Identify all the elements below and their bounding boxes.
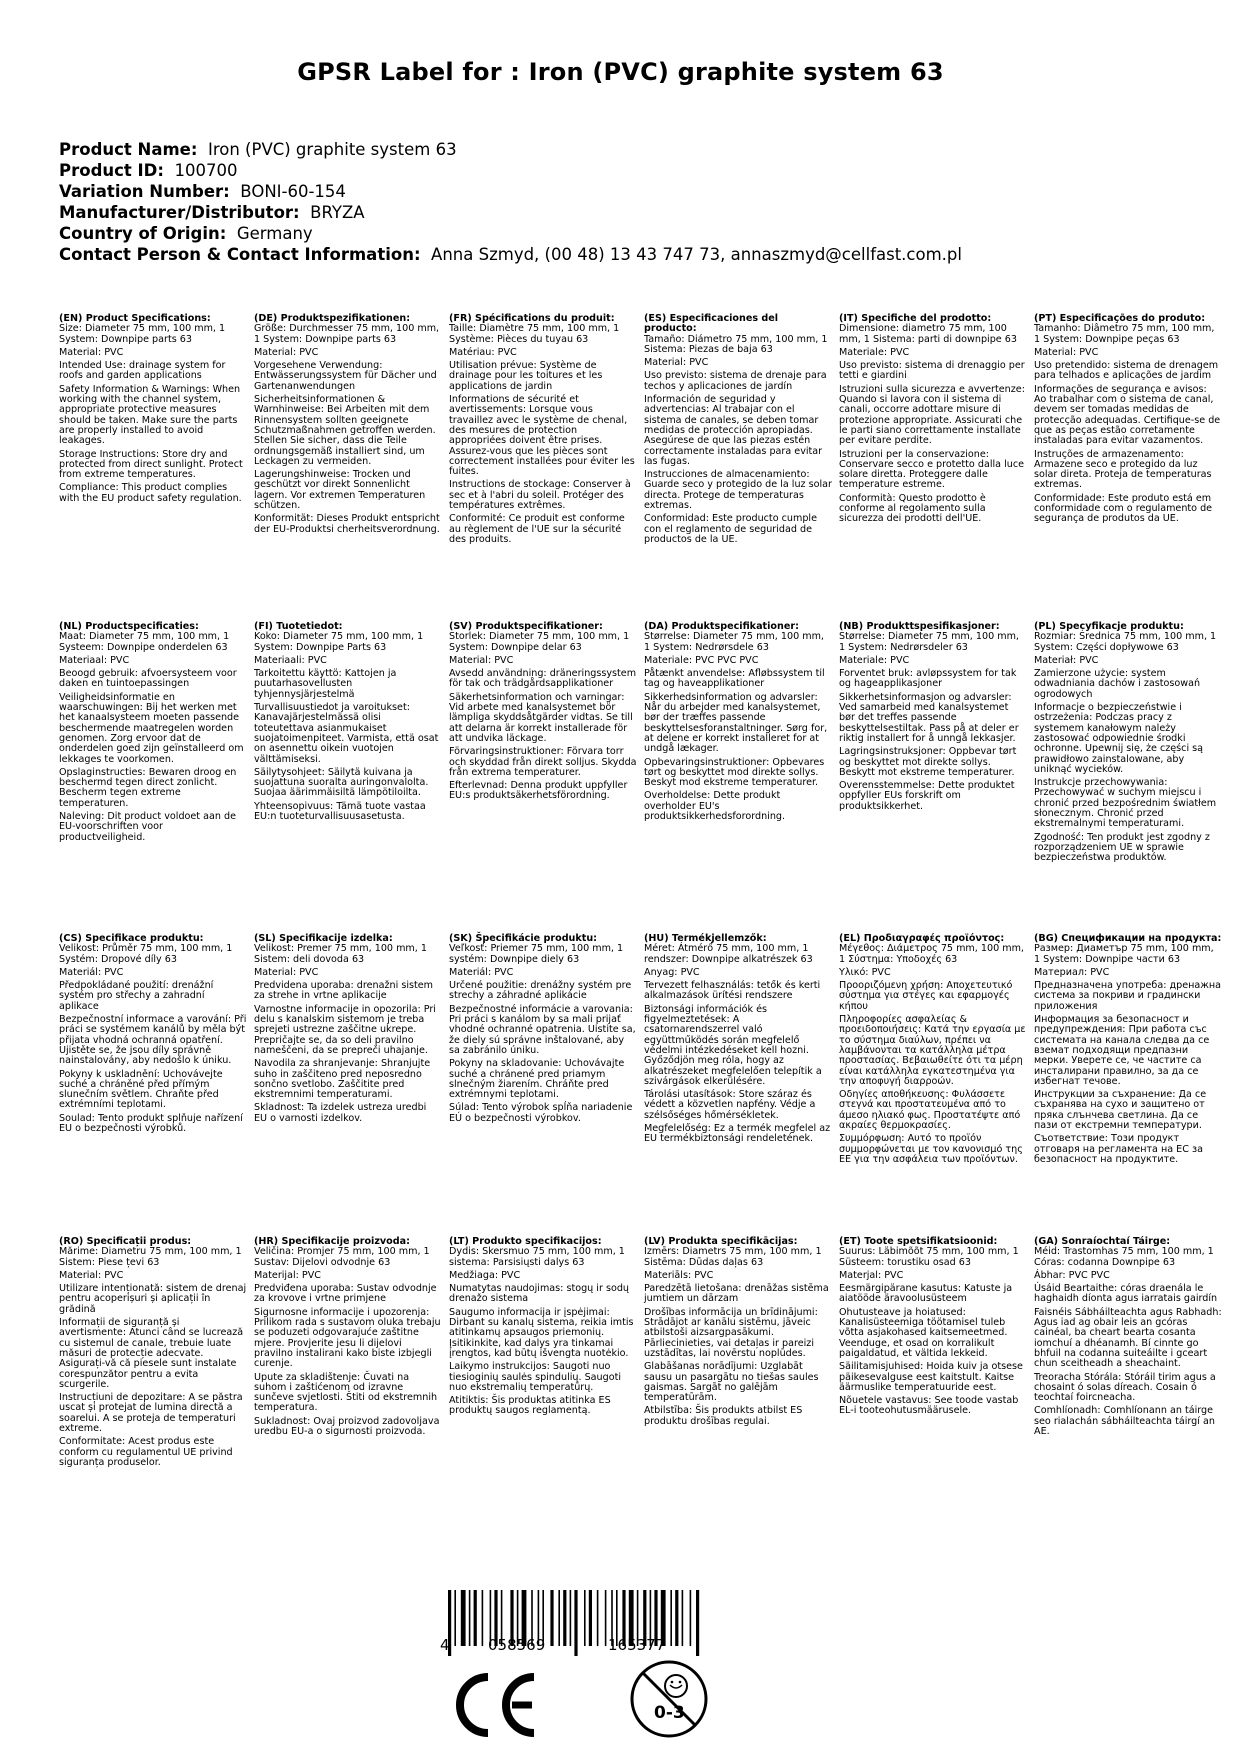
spec-block-paragraph: Instruções de armazenamento: Armazene seco e protegido da luz solar direta. Proteja de temperaturas extremas. xyxy=(1034,448,1212,491)
info-value: BONI-60-154 xyxy=(240,182,346,201)
spec-block-size: Veľkosť: Priemer 75 mm, 100 mm, 1 systém: Downpipe diely 63 xyxy=(449,943,624,965)
spec-block-size: Veličina: Promjer 75 mm, 100 mm, 1 Sustav: Dijelovi odvodnje 63 xyxy=(254,1246,430,1268)
spec-block-paragraph: Soulad: Tento produkt splňuje nařízení EU o bezpečnosti výrobků. xyxy=(59,1112,243,1135)
spec-block-heading: (PT) Especificações do produto: xyxy=(1034,313,1206,324)
spec-block-paragraph: Informations de sécurité et avertissements: Lorsque vous travaillez avec le système de chenal, des mesures de protection appropriées doivent être prises. Assurez-vous que les pièces sont correctement installées pour éviter les fuites. xyxy=(449,394,635,478)
spec-block-heading: (NL) Productspecificaties: xyxy=(59,621,199,632)
spec-block-paragraph: Materiaali: PVC xyxy=(254,654,327,666)
info-label: Manufacturer/Distributor: xyxy=(59,203,300,222)
spec-block-size: Размер: Диаметър 75 mm, 100 mm, 1 System: Downpipe части 63 xyxy=(1034,943,1214,965)
spec-block-paragraph: Intended Use: drainage system for roofs and garden applications xyxy=(59,360,226,382)
spec-block-paragraph: Compliance: This product complies with the EU product safety regulation. xyxy=(59,482,242,504)
spec-block-paragraph: Eesmärgipärane kasutus: Katuste ja aiatööde äravoolusüsteem xyxy=(839,1283,1013,1305)
spec-block-paragraph: Predviđena uporaba: Sustav odvodnje za krovove i vrtne primjene xyxy=(254,1283,437,1305)
spec-block-paragraph: Инструкции за съхранение: Да се съхранява на сухо и защитено от пряка слънчева светлина. Да се пази от екстремни температури. xyxy=(1034,1089,1207,1132)
info-label: Variation Number: xyxy=(59,182,230,201)
spec-block-paragraph: Materijal: PVC xyxy=(254,1269,321,1281)
spec-block-paragraph: Istruzioni per la conservazione: Conservare secco e protetto dalla luce solare diretta. Proteggere dalle temperature estreme. xyxy=(839,448,1025,491)
spec-block-paragraph: Paredzētā lietošana: drenāžas sistēma jumtiem un dārzam xyxy=(644,1283,829,1305)
spec-block-paragraph: Instrucciones de almacenamiento: Guarde seco y protegido de la luz solar directa. Protege de temperaturas extremas. xyxy=(644,469,832,512)
spec-block-size: Maat: Diameter 75 mm, 100 mm, 1 Systeem: Downpipe onderdelen 63 xyxy=(59,631,230,653)
spec-block-paragraph: Turvallisuustiedot ja varoitukset: Kanavajärjestelmässä olisi toteutettava asianmukaiset suojatoimenpiteet. Varmista, että osat on asennettu oikein vuotojen välttämiseksi. xyxy=(254,702,439,765)
spec-block-size: Velikost: Premer 75 mm, 100 mm, 1 Sistem: deli dovoda 63 xyxy=(254,943,427,965)
spec-block xyxy=(1034,622,1222,867)
spec-block-heading: (LT) Produkto specifikacijos: xyxy=(449,1236,602,1247)
info-label: Contact Person & Contact Information: xyxy=(59,245,421,264)
spec-block-paragraph: Информация за безопасност и предупреждения: При работа със системата на канала следва да се вземат подходящи предпазни мерки. Уверете се, че частите са инсталирани правилно, за да се избегнат течове. xyxy=(1034,1014,1210,1087)
product-info xyxy=(59,139,1189,265)
spec-block-paragraph: Nõuetele vastavus: See toode vastab EL-i tooteohutusmäärusele. xyxy=(839,1395,1019,1417)
barcode-bar xyxy=(605,1590,607,1646)
spec-block-paragraph: Comhlíonadh: Comhlíonann an táirge seo rialachán sábháilteachta táirgí an AE. xyxy=(1034,1405,1215,1438)
barcode-bar xyxy=(550,1590,553,1646)
spec-block-paragraph: Varnostne informacije in opozorila: Pri delu s kanalskim sistemom je treba sprejeti ustrezne zaščitne ukrepe. Prepričajte se, da so deli pravilno nameščeni, da se prepreči uhajanje. xyxy=(254,1003,436,1056)
spec-block-paragraph: Påtænkt anvendelse: Afløbssystem til tag og haveapplikationer xyxy=(644,668,825,690)
spec-block-paragraph: Instructions de stockage: Conserver à sec et à l'abri du soleil. Protéger des températures extrêmes. xyxy=(449,479,631,512)
spec-block-heading: (DE) Produktspezifikationen: xyxy=(254,313,411,324)
page-title: GPSR Label for : Iron (PVC) graphite system 63 xyxy=(297,58,944,86)
spec-block-paragraph: Materiale: PVC PVC PVC xyxy=(644,654,759,666)
spec-block xyxy=(59,934,247,1137)
spec-block-size: Méid: Trastomhas 75 mm, 100 mm, 1 Córas: codanna Downpipe 63 xyxy=(1034,1246,1214,1268)
spec-block-paragraph: Storage Instructions: Store dry and protected from direct sunlight. Protect from extreme temperatures. xyxy=(59,448,243,481)
spec-block-paragraph: Předpokládané použití: drenážní systém pro střechy a zahradní aplikace xyxy=(59,980,214,1012)
barcode-bar xyxy=(690,1590,692,1646)
spec-block-paragraph: Material: PVC xyxy=(254,966,319,978)
spec-block-paragraph: Uso pretendido: sistema de drenagem para telhados e aplicações de jardim xyxy=(1034,360,1219,382)
spec-block-heading: (FR) Spécifications du produit: xyxy=(449,313,615,324)
spec-block-paragraph: Uso previsto: sistema di drenaggio per tetti e giardini xyxy=(839,360,1025,382)
spec-block-size: Μέγεθος: Διάμετρος 75 mm, 100 mm, 1 Σύστημα: Υποδοχές 63 xyxy=(839,943,1024,965)
spec-block-paragraph: Material: PVC xyxy=(449,654,514,666)
ce-mark-icon xyxy=(450,1673,540,1737)
spec-block-heading: (FI) Tuotetiedot: xyxy=(254,621,343,632)
spec-block-paragraph: Materjal: PVC xyxy=(839,1269,904,1281)
spec-block xyxy=(1034,934,1222,1168)
spec-block xyxy=(254,934,442,1127)
spec-block-paragraph: Vorgesehene Verwendung: Entwässerungssystem für Dächer und Gartenanwendungen xyxy=(254,360,437,392)
barcode-bar xyxy=(574,1590,577,1656)
barcode-bar xyxy=(696,1590,699,1656)
spec-block-paragraph: Conformidad: Este producto cumple con el reglamento de seguridad de productos de la UE. xyxy=(644,513,817,545)
spec-block-paragraph: Predvidena uporaba: drenažni sistem za strehe in vrtne aplikacije xyxy=(254,980,433,1002)
spec-block-paragraph: Matériau: PVC xyxy=(449,346,517,358)
spec-block-paragraph: Υλικό: PVC xyxy=(839,966,891,978)
spec-block-paragraph: Materiāls: PVC xyxy=(644,1269,714,1281)
spec-block-paragraph: Úsáid Beartaithe: córas draenála le haghaidh díonta agus iarratais gairdín xyxy=(1034,1283,1218,1305)
spec-block-size: Taille: Diamètre 75 mm, 100 mm, 1 Système: Pièces du tuyau 63 xyxy=(449,323,620,345)
spec-block xyxy=(449,314,637,548)
spec-block xyxy=(839,1237,1027,1420)
spec-block-paragraph: Materiál: PVC xyxy=(449,966,514,978)
spec-block-paragraph: Lagerungshinweise: Trocken und geschützt vor direkt Sonnenlicht lagern. Vor extremen Temperaturen schützen. xyxy=(254,469,426,512)
spec-block-size: Tamanho: Diâmetro 75 mm, 100 mm, 1 System: Downpipe peças 63 xyxy=(1034,323,1215,345)
spec-block-heading: (PL) Specyfikacje produktu: xyxy=(1034,621,1184,632)
barcode-bar xyxy=(558,1590,560,1646)
spec-block-size: Rozmiar: Średnica 75 mm, 100 mm, 1 System: Części dopływowe 63 xyxy=(1034,631,1217,653)
spec-block-paragraph: Medžiaga: PVC xyxy=(449,1269,521,1281)
spec-block xyxy=(254,622,442,825)
spec-block-paragraph: Anyag: PVC xyxy=(644,966,700,978)
spec-block-paragraph: Veiligheidsinformatie en waarschuwingen: Bij het werken met het kanaalsysteem moeten passende beschermende maatregelen worden genomen. Zorg ervoor dat de onderdelen goed zijn geïnstalleerd om lekkages te voorkomen. xyxy=(59,691,244,765)
spec-block-heading: (DA) Produktspecifikationer: xyxy=(644,621,799,632)
age-label: 0-3 xyxy=(654,1703,685,1723)
spec-block xyxy=(644,314,832,548)
spec-block-paragraph: Sukladnost: Ovaj proizvod zadovoljava uredbu EU-a o sigurnosti proizvoda. xyxy=(254,1415,440,1438)
spec-block-paragraph: Materiale: PVC xyxy=(839,346,910,358)
spec-block-paragraph: Faisnéis Sábháilteachta agus Rabhadh: Agus iad ag obair leis an gcóras cainéal, ba cheart bearta cosanta iomchuí a dhéanamh. Bí cinnte go bhfuil na codanna suiteáilte i gceart chun sceitheadh a sheachaint. xyxy=(1034,1306,1222,1370)
spec-block-paragraph: Informații de siguranță și avertismente: Atunci când se lucrează cu sistemul de canale, trebuie luate măsuri de protecție adecvate. Asigurați-vă că piesele sunt instalate corespunzător pentru a evita scurgerile. xyxy=(59,1317,244,1390)
spec-block-paragraph: Material: PVC xyxy=(1034,346,1099,358)
spec-block-paragraph: Conformitate: Acest produs este conform cu regulamentul UE privind siguranța produselor. xyxy=(59,1436,233,1468)
barcode-digits-left: 058569 xyxy=(488,1636,546,1654)
spec-block-paragraph: Οδηγίες αποθήκευσης: Φυλάσσετε στεγνά και προστατευμένα από το άμεσο ηλιακό φως. Προστατέψτε από ακραίες θερμοκρασίες. xyxy=(839,1089,1021,1132)
spec-block-paragraph: Material: PVC xyxy=(59,1269,124,1281)
spec-block xyxy=(449,1237,637,1420)
spec-block-paragraph: Bezpečnostné informácie a varovania: Pri práci s kanálom by sa mali prijať vhodné ochranné opatrenia. Uistite sa, že diely sú správne inštalované, aby sa zabránilo úniku. xyxy=(449,1003,636,1056)
spec-block-heading: (EL) Προδιαγραφές προϊόντος: xyxy=(839,933,1005,944)
info-value: Anna Szmyd, (00 48) 13 43 747 73, annaszmyd@cellfast.com.pl xyxy=(431,245,962,264)
spec-block-size: Tamaño: Diámetro 75 mm, 100 mm, 1 Sistema: Piezas de baja 63 xyxy=(644,333,828,355)
spec-block-paragraph: Материал: PVC xyxy=(1034,966,1110,978)
spec-block-paragraph: Conformità: Questo prodotto è conforme al regolamento sulla sicurezza dei prodotti dell'UE. xyxy=(839,492,986,525)
spec-block-paragraph: Conformidade: Este produto está em conformidade com o regulamento de segurança de produtos da UE. xyxy=(1034,492,1213,525)
spec-block-heading: (ES) Especificaciones del producto: xyxy=(644,313,779,335)
spec-block-paragraph: Istruzioni sulla sicurezza e avvertenze: Quando si lavora con il sistema di canali, occorre adottare misure di protezione appropriate. Assicurati che le parti siano correttamente installate per evitare perdite. xyxy=(839,383,1025,447)
spec-block-paragraph: Información de seguridad y advertencias: Al trabajar con el sistema de canales, se deben tomar medidas de protección apropiadas. Asegúrese de que las piezas estén correctamente instaladas para evitar las fugas. xyxy=(644,394,823,467)
spec-block-paragraph: Atitiktis: Šis produktas atitinka ES produktų saugos reglamentą. xyxy=(449,1395,611,1417)
spec-block-paragraph: Avsedd användning: dräneringssystem för tak och trädgårdsapplikationer xyxy=(449,668,637,690)
spec-block-paragraph: Skladnost: Ta izdelek ustreza uredbi EU o varnosti izdelkov. xyxy=(254,1102,427,1124)
spec-block-heading: (NB) Produkttspesifikasjoner: xyxy=(839,621,1000,632)
spec-block-paragraph: Säkerhetsinformation och varningar: Vid arbete med kanalsystemet bör lämpliga skyddsåtgärder vidtas. Se till att delarna är korrekt installerade för att undvika läckage. xyxy=(449,691,633,744)
spec-block xyxy=(839,934,1027,1168)
spec-block-heading: (CS) Specifikace produktu: xyxy=(59,933,204,944)
spec-block-paragraph: Laikymo instrukcijos: Saugoti nuo tiesioginių saulės spindulių. Saugoti nuo ekstremalių temperatūrų. xyxy=(449,1361,622,1393)
spec-block-size: Größe: Durchmesser 75 mm, 100 mm, 1 System: Downpipe parts 63 xyxy=(254,323,440,345)
spec-block-paragraph: Biztonsági információk és figyelmeztetések: A csatornarendszerrel való együttműködés során megfelelő védelmi intézkedéseket kell hozni. Győződjön meg róla, hogy az alkatrészeket megfelelően telepítik a szivárgások elkerülésére. xyxy=(644,1003,822,1087)
spec-block-paragraph: Προοριζόμενη χρήση: Αποχετευτικό σύστημα για στέγες και εφαρμογές κήπου xyxy=(839,980,1013,1012)
barcode-digit-prefix: 4 xyxy=(440,1636,450,1654)
spec-block-paragraph: Utilizare intenționată: sistem de drenaj pentru acoperișuri și aplicații în grădină xyxy=(59,1283,247,1315)
spec-block-paragraph: Tervezett felhasználás: tetők és kerti alkalmazások ürítési rendszere xyxy=(644,980,821,1002)
barcode-bar xyxy=(563,1590,566,1646)
spec-block-paragraph: Overholdelse: Dette produkt overholder EU's produktsikkerhedsforordning. xyxy=(644,790,786,823)
barcode-bar xyxy=(474,1590,477,1646)
info-row xyxy=(59,160,1189,181)
spec-block-paragraph: Πληροφορίες ασφαλείας & προειδοποιήσεις: Κατά την εργασία με το σύστημα διαύλων, πρέπει να λαμβάνονται τα κατάλληλα μέτρα προστασίας. Βεβαιωθείτε ότι τα μέρη είναι κατάλληλα εγκατεστημένα για την αποφυγή διαρροών. xyxy=(839,1014,1026,1087)
spec-block-paragraph: Megfelelőség: Ez a termék megfelel az EU termékbiztonsági rendeletének. xyxy=(644,1123,831,1145)
spec-block-paragraph: Sicherheitsinformationen & Warnhinweise: Bei Arbeiten mit dem Rinnensystem sollten geeignete Schutzmaßnahmen getroffen werden. Stellen Sie sicher, dass die Teile ordnungsgemäß installiert sind, um Leckagen zu vermeiden. xyxy=(254,394,436,467)
spec-block-paragraph: Material: PVC xyxy=(254,346,319,358)
spec-block-paragraph: Konformität: Dieses Produkt entspricht der EU-Produktsi cherheitsverordnung. xyxy=(254,513,440,535)
spec-block-paragraph: Zgodność: Ten produkt jest zgodny z rozporządzeniem UE w sprawie bezpieczeństwa produktów. xyxy=(1034,831,1210,864)
spec-block-size: Størrelse: Diameter 75 mm, 100 mm, 1 System: Nedrørsdeler 63 xyxy=(839,631,1019,653)
spec-block-paragraph: Ohutusteave ja hoiatused: Kanalisüsteemiga töötamisel tuleb võtta asjakohased kaitsemeetmed. Veenduge, et osad on korralikult paigaldatud, et vältida lekkeid. xyxy=(839,1306,1008,1359)
info-value: BRYZA xyxy=(310,203,365,222)
spec-block xyxy=(59,622,247,846)
spec-block-paragraph: Pokyny na skladovanie: Uchovávajte suché a chránené pred priamym slnečným žiarením. Chráňte pred extrémnymi teplotami. xyxy=(449,1058,625,1101)
spec-block xyxy=(839,314,1027,528)
barcode-bar xyxy=(589,1590,592,1646)
spec-block-paragraph: Efterlevnad: Denna produkt uppfyller EU:s produktsäkerhetsförordning. xyxy=(449,780,628,802)
spec-block-paragraph: Opbevaringsinstruktioner: Opbevares tørt og beskyttet mod direkte sollys. Beskyt mod ekstreme temperaturer. xyxy=(644,756,825,789)
spec-block-paragraph: Conformité: Ce produit est conforme au règlement de l'UE sur la sécurité des produits. xyxy=(449,513,625,545)
barcode-bar xyxy=(584,1590,586,1646)
spec-block xyxy=(254,314,442,538)
spec-block-paragraph: Instrucțiuni de depozitare: A se păstra uscat și protejat de lumina directă a soarelui. A se proteja de temperaturi extreme. xyxy=(59,1392,243,1435)
spec-block-paragraph: Materiaal: PVC xyxy=(59,654,130,666)
spec-block-paragraph: Yhteensopivuus: Tämä tuote vastaa EU:n tuoteturvallisuusasetusta. xyxy=(254,800,426,823)
spec-block-size: Izmērs: Diametrs 75 mm, 100 mm, 1 Sistēma: Dūdas daļas 63 xyxy=(644,1246,822,1268)
spec-block-paragraph: Informacje o bezpieczeństwie i ostrzeżenia: Podczas pracy z systemem kanałowym należy zastosować odpowiednie środki ochronne. Upewnij się, że części są prawidłowo zainstalowane, aby uniknąć wycieków. xyxy=(1034,702,1204,775)
spec-block xyxy=(644,934,832,1148)
spec-block-paragraph: Ábhar: PVC PVC xyxy=(1034,1269,1110,1281)
spec-block-paragraph: Säilytysohjeet: Säilytä kuivana ja suojattuna suoralta auringonvalolta. Suojaa äärimmäisiltä lämpötiloilta. xyxy=(254,766,429,799)
spec-block-heading: (HR) Specifikacije proizvoda: xyxy=(254,1236,410,1247)
spec-block-paragraph: Beoogd gebruik: afvoersysteem voor daken en tuintoepassingen xyxy=(59,668,237,690)
barcode-bar xyxy=(682,1590,684,1646)
spec-block-size: Méret: Átmérő 75 mm, 100 mm, 1 rendszer: Downpipe alkatrészek 63 xyxy=(644,943,813,965)
spec-block-paragraph: Treoracha Stórála: Stóráil tirim agus a chosaint ó solas díreach. Cosain ó teochtaí foircneacha. xyxy=(1034,1371,1216,1404)
spec-block-paragraph: Sikkerhedsinformation og advarsler: Når du arbejder med kanalsystemet, bør der træffes passende beskyttelsesforanstaltninger. Sørg for, at delene er korrekt installeret for at undgå lækager. xyxy=(644,691,828,755)
info-row xyxy=(59,244,1189,265)
spec-block-heading: (GA) Sonraíochtaí Táirge: xyxy=(1034,1236,1171,1247)
age-warning-icon xyxy=(628,1658,710,1740)
spec-block-heading: (ET) Toote spetsifikatsioonid: xyxy=(839,1236,998,1247)
info-value: Germany xyxy=(236,224,313,243)
spec-block-paragraph: Numatytas naudojimas: stogų ir sodų drenažo sistema xyxy=(449,1283,629,1305)
barcode-bar xyxy=(675,1590,678,1646)
spec-block xyxy=(839,622,1027,815)
spec-block-size: Velikost: Průměr 75 mm, 100 mm, 1 Systém: Dropové díly 63 xyxy=(59,943,233,965)
spec-block xyxy=(644,622,832,825)
spec-block-paragraph: Tárolási utasítások: Store száraz és védett a közvetlen napfény. Védje a szélsőséges hőmérsékletek. xyxy=(644,1089,816,1121)
spec-block xyxy=(1034,314,1222,528)
spec-block xyxy=(644,1237,832,1430)
spec-block-paragraph: Sikkerhetsinformasjon og advarsler: Ved samarbeid med kanalsystemet bør det treffes passende beskyttelsestiltak. Pass på at deler er riktig installert for å unngå lekkasjer. xyxy=(839,691,1019,744)
spec-block-paragraph: Overensstemmelse: Dette produktet oppfyller EUs forskrift om produktsikkerhet. xyxy=(839,780,1015,812)
spec-block-paragraph: Bezpečnostní informace a varování: Při práci se systémem kanálů by měla být přijata vhodná ochranná opatření. Ujistěte se, že jsou díly správně nainstalovány, aby nedošlo k úniku. xyxy=(59,1014,247,1067)
spec-block-size: Mărime: Diametru 75 mm, 100 mm, 1 Sistem: Piese țevi 63 xyxy=(59,1246,242,1268)
info-row xyxy=(59,139,1189,160)
spec-block-paragraph: Sigurnosne informacije i upozorenja: Prilikom rada s sustavom oluka trebaju se poduzeti odgovarajuće zaštitne mjere. Provjerite jesu li dijelovi pravilno instalirani kako biste izbjegli curenje. xyxy=(254,1306,441,1370)
spec-block-size: Dimensione: diametro 75 mm, 100 mm, 1 Sistema: parti di downpipe 63 xyxy=(839,323,1017,345)
spec-block xyxy=(59,314,247,507)
spec-block xyxy=(59,1237,247,1471)
barcode-bar xyxy=(482,1590,484,1646)
spec-block-heading: (SK) Špecifikácie produktu: xyxy=(449,933,598,944)
info-row xyxy=(59,181,1189,202)
spec-block-paragraph: Zamierzone użycie: system odwadniania dachów i zastosowań ogrodowych xyxy=(1034,668,1201,700)
spec-block-paragraph: Material: PVC xyxy=(644,357,709,369)
spec-block-paragraph: Atbilstība: Šis produkts atbilst ES produktu drošības regulai. xyxy=(644,1405,803,1427)
spec-block-paragraph: Предназначена употреба: дренажна система за покриви и градински приложения xyxy=(1034,980,1222,1012)
info-label: Country of Origin: xyxy=(59,224,227,243)
spec-block-paragraph: Glabāšanas norādījumi: Uzglabāt sausu un pasargātu no tiešas saules gaismas. Sargāt no galējām temperatūrām. xyxy=(644,1361,819,1404)
spec-block-paragraph: Drošības informācija un brīdinājumi: Strādājot ar kanālu sistēmu, jāveic atbilstoši aizsargpasākumi. Pārliecinieties, vai detaļas ir pareizi uzstādītas, lai novērstu noplūdes. xyxy=(644,1306,818,1359)
barcode-bar xyxy=(469,1590,471,1646)
spec-block-paragraph: Súlad: Tento výrobok spĺňa nariadenie EÚ o bezpečnosti výrobkov. xyxy=(449,1102,633,1124)
spec-block-size: Størrelse: Diameter 75 mm, 100 mm, 1 System: Nedrørsdele 63 xyxy=(644,631,824,653)
info-value: 100700 xyxy=(174,161,238,180)
spec-block-size: Suurus: Läbimõõt 75 mm, 100 mm, 1 Süsteem: torustiku osad 63 xyxy=(839,1246,1019,1268)
spec-block-paragraph: Opslaginstructies: Bewaren droog en beschermd tegen direct zonlicht. Bescherm tegen extreme temperaturen. xyxy=(59,766,237,809)
spec-block xyxy=(1034,1237,1222,1440)
spec-block-paragraph: Informações de segurança e avisos: Ao trabalhar com o sistema de canal, devem ser tomadas medidas de protecção adequadas. Certifique-se de que as peças estão corretamente instaladas para evitar vazamentos. xyxy=(1034,383,1221,447)
spec-block-heading: (SV) Produktspecifikationer: xyxy=(449,621,603,632)
info-label: Product ID: xyxy=(59,161,164,180)
spec-block-paragraph: Material: PVC xyxy=(59,346,124,358)
spec-block-paragraph: Συμμόρφωση: Αυτό το προϊόν συμμορφώνεται με τον κανονισμό της ΕΕ για την ασφάλεια των προϊόντων. xyxy=(839,1133,1023,1165)
spec-block-paragraph: Förvaringsinstruktioner: Förvara torr och skyddad från direkt solljus. Skydda från extrema temperaturer. xyxy=(449,746,637,778)
spec-block-paragraph: Instrukcje przechowywania: Przechowywać w suchym miejscu i chronić przed bezpośrednim światłem słonecznym. Chronić przed ekstremalnymi temperaturami. xyxy=(1034,777,1217,830)
spec-block-paragraph: Safety Information & Warnings: When working with the channel system, appropriate protective measures should be taken. Make sure the parts are properly installed to avoid leakages. xyxy=(59,383,241,447)
spec-block-paragraph: Materiál: PVC xyxy=(59,966,124,978)
spec-block-paragraph: Säilitamisjuhised: Hoida kuiv ja otsese päikesevalguse eest kaitstult. Kaitse äärmuslike temperatuuride eest. xyxy=(839,1361,1023,1393)
spec-block-paragraph: Lagringsinstruksjoner: Oppbevar tørt og beskyttet mot direkte sollys. Beskytt mot ekstreme temperaturer. xyxy=(839,746,1017,778)
spec-block-paragraph: Materiał: PVC xyxy=(1034,654,1099,666)
spec-block xyxy=(449,622,637,805)
spec-block-size: Storlek: Diameter 75 mm, 100 mm, 1 System: Downpipe delar 63 xyxy=(449,631,630,653)
spec-block-heading: (RO) Specificații produs: xyxy=(59,1236,192,1247)
info-label: Product Name: xyxy=(59,140,198,159)
spec-block-heading: (BG) Спецификации на продукта: xyxy=(1034,933,1222,944)
info-row xyxy=(59,202,1189,223)
spec-block-size: Size: Diameter 75 mm, 100 mm, 1 System: Downpipe parts 63 xyxy=(59,323,226,345)
spec-block-heading: (IT) Specifiche del prodotto: xyxy=(839,313,992,324)
spec-block-paragraph: Určené použitie: drenážny systém pre strechy a záhradné aplikácie xyxy=(449,980,632,1002)
spec-block xyxy=(449,934,637,1127)
spec-block-paragraph: Saugumo informacija ir įspėjimai: Dirbant su kanalų sistema, reikia imtis atitinkamų apsaugos priemonių. Įsitikinkite, kad dalys yra tinkamai įrengtos, kad būtų išvengta nuotėkio. xyxy=(449,1306,634,1359)
barcode-bar xyxy=(461,1590,466,1646)
spec-block-paragraph: Pokyny k uskladnění: Uchovávejte suché a chráněné před přímým slunečním světlem. Chraňte před extrémními teplotami. xyxy=(59,1068,223,1111)
spec-block-paragraph: Utilisation prévue: Système de drainage pour les toitures et les applications de jardin xyxy=(449,360,603,392)
spec-block-paragraph: Navodila za shranjevanje: Shranjujte suho in zaščiteno pred neposredno sončno svetlobo. Zaščitite pred ekstremnimi temperaturami. xyxy=(254,1058,431,1101)
spec-block-size: Dydis: Skersmuo 75 mm, 100 mm, 1 sistema: Parsisiųsti dalys 63 xyxy=(449,1246,625,1268)
spec-block-size: Koko: Diameter 75 mm, 100 mm, 1 System: Downpipe Parts 63 xyxy=(254,631,424,653)
spec-block-heading: (HU) Termékjellemzők: xyxy=(644,933,767,944)
spec-block-paragraph: Forventet bruk: avløpssystem for tak og hageapplikasjoner xyxy=(839,668,1017,690)
spec-block-heading: (LV) Produkta specifikācijas: xyxy=(644,1236,798,1247)
spec-block-paragraph: Materiale: PVC xyxy=(839,654,910,666)
barcode-bar xyxy=(454,1590,456,1646)
barcode-digits-right: 165377 xyxy=(608,1636,666,1654)
spec-block xyxy=(254,1237,442,1440)
spec-block-paragraph: Naleving: Dit product voldoet aan de EU-voorschriften voor productveiligheid. xyxy=(59,811,236,843)
spec-block-paragraph: Upute za skladištenje: Čuvati na suhom i zaštićenom od izravne sunčeve svjetlosti. Štiti od ekstremnih temperatura. xyxy=(254,1371,438,1414)
spec-block-paragraph: Съответствие: Този продукт отговаря на регламента на ЕС за безопасност на продуктите. xyxy=(1034,1133,1203,1165)
spec-block-heading: (EN) Product Specifications: xyxy=(59,313,211,324)
barcode-bar xyxy=(670,1590,672,1646)
spec-block-heading: (SL) Specifikacije izdelka: xyxy=(254,933,393,944)
spec-block-paragraph: Tarkoitettu käyttö: Kattojen ja puutarhasovellusten tyhjennysjärjestelmä xyxy=(254,668,397,700)
barcode-bar xyxy=(570,1590,572,1646)
info-value: Iron (PVC) graphite system 63 xyxy=(207,140,457,159)
info-row xyxy=(59,223,1189,244)
spec-block-paragraph: Uso previsto: sistema de drenaje para techos y aplicaciones de jardín xyxy=(644,370,827,392)
barcode-bar xyxy=(597,1590,599,1646)
